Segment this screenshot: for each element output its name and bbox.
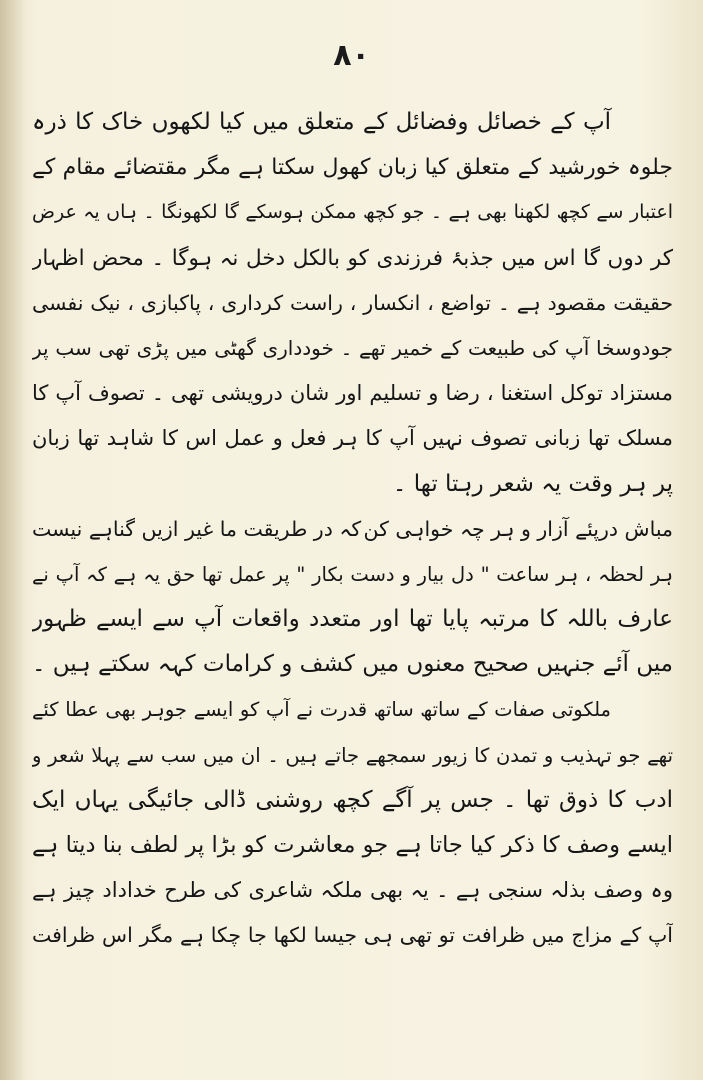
text-line: مستزاد توکل استغنا ، رضا و تسلیم اور شان درویشی تھی ۔ تصوف آپ کا [32,381,673,406]
page-number: ۸۰ [333,38,370,73]
text-line: کر دوں گا اس میں جذبۂ فرزندی کو بالکل دخل نہ ہوگا ۔ محض اظہار [32,245,673,271]
text-line: عارف باللہ کا مرتبہ پایا تھا اور متعدد واقعات آپ سے ایسے ظہور [32,606,673,633]
persian-verse [32,507,673,552]
text-line: وہ وصف بذلہ سنجی ہے ۔ یہ بھی ملکہ شاعری کی طرح خداداد چیز ہے [32,878,673,903]
verse-first-hemistich: مباش درپئے آزار و ہر چہ خواہی کن [363,516,673,541]
text-line: آپ کے خصائل وفضائل کے متعلق میں کیا لکھوں خاک کا ذرہ [32,109,611,135]
text-line: ملکوتی صفات کے ساتھ ساتھ قدرت نے آپ کو ایسے جوہر بھی عطا کئے [32,698,611,722]
text-line: ہر لحظہ ، ہر ساعت " دل بیار و دست بکار " پر عمل تھا حق یہ ہے کہ آپ نے [32,562,673,586]
text-line: میں آئے جنہیں صحیح معنوں میں کشف و کرامات کہہ سکتے ہیں ۔ [32,651,673,678]
text-line: تھے جو تہذیب و تمدن کا زیور سمجھے جاتے ہیں ۔ ان میں سب سے پہلا شعر و [32,743,673,767]
verse-second-hemistich: کہ در طریقت ما غیر ازیں گناہے نیست [32,516,362,541]
text-line: حقیقت مقصود ہے ۔ تواضع ، انکسار ، راست کرداری ، پاکبازی ، نیک نفسی [32,290,673,315]
text-line: ایسے وصف کا ذکر کیا جاتا ہے جو معاشرت کو بڑا پر لطف بنا دیتا ہے [32,832,673,858]
text-line: آپ کے مزاج میں ظرافت تو تھی ہی جیسا لکھا جا چکا ہے مگر اس ظرافت [32,923,673,948]
text-line: جلوہ خورشید کے متعلق کیا زبان کھول سکتا ہے مگر مقتضائے مقام کے [32,155,673,181]
text-line: مسلک تھا زبانی تصوف نہیں آپ کا ہر فعل و عمل اس کا شاہد تھا زبان [32,426,673,451]
text-line: پر ہر وقت یہ شعر رہتا تھا ۔ [392,470,673,497]
spine-shadow [0,0,26,1080]
text-line: اعتبار سے کچھ لکھنا بھی ہے ۔ جو کچھ ممکن ہوسکے گا لکھونگا ۔ ہاں یہ عرض [32,201,673,224]
text-line: جودوسخا آپ کی طبیعت کے خمیر تھے ۔ خودداری گھٹی میں پڑی تھی سب پر [32,335,673,360]
body-text [32,100,673,959]
text-line: ادب کا ذوق تھا ۔ جس پر آگے کچھ روشنی ڈالی جائیگی یہاں ایک [32,786,673,813]
